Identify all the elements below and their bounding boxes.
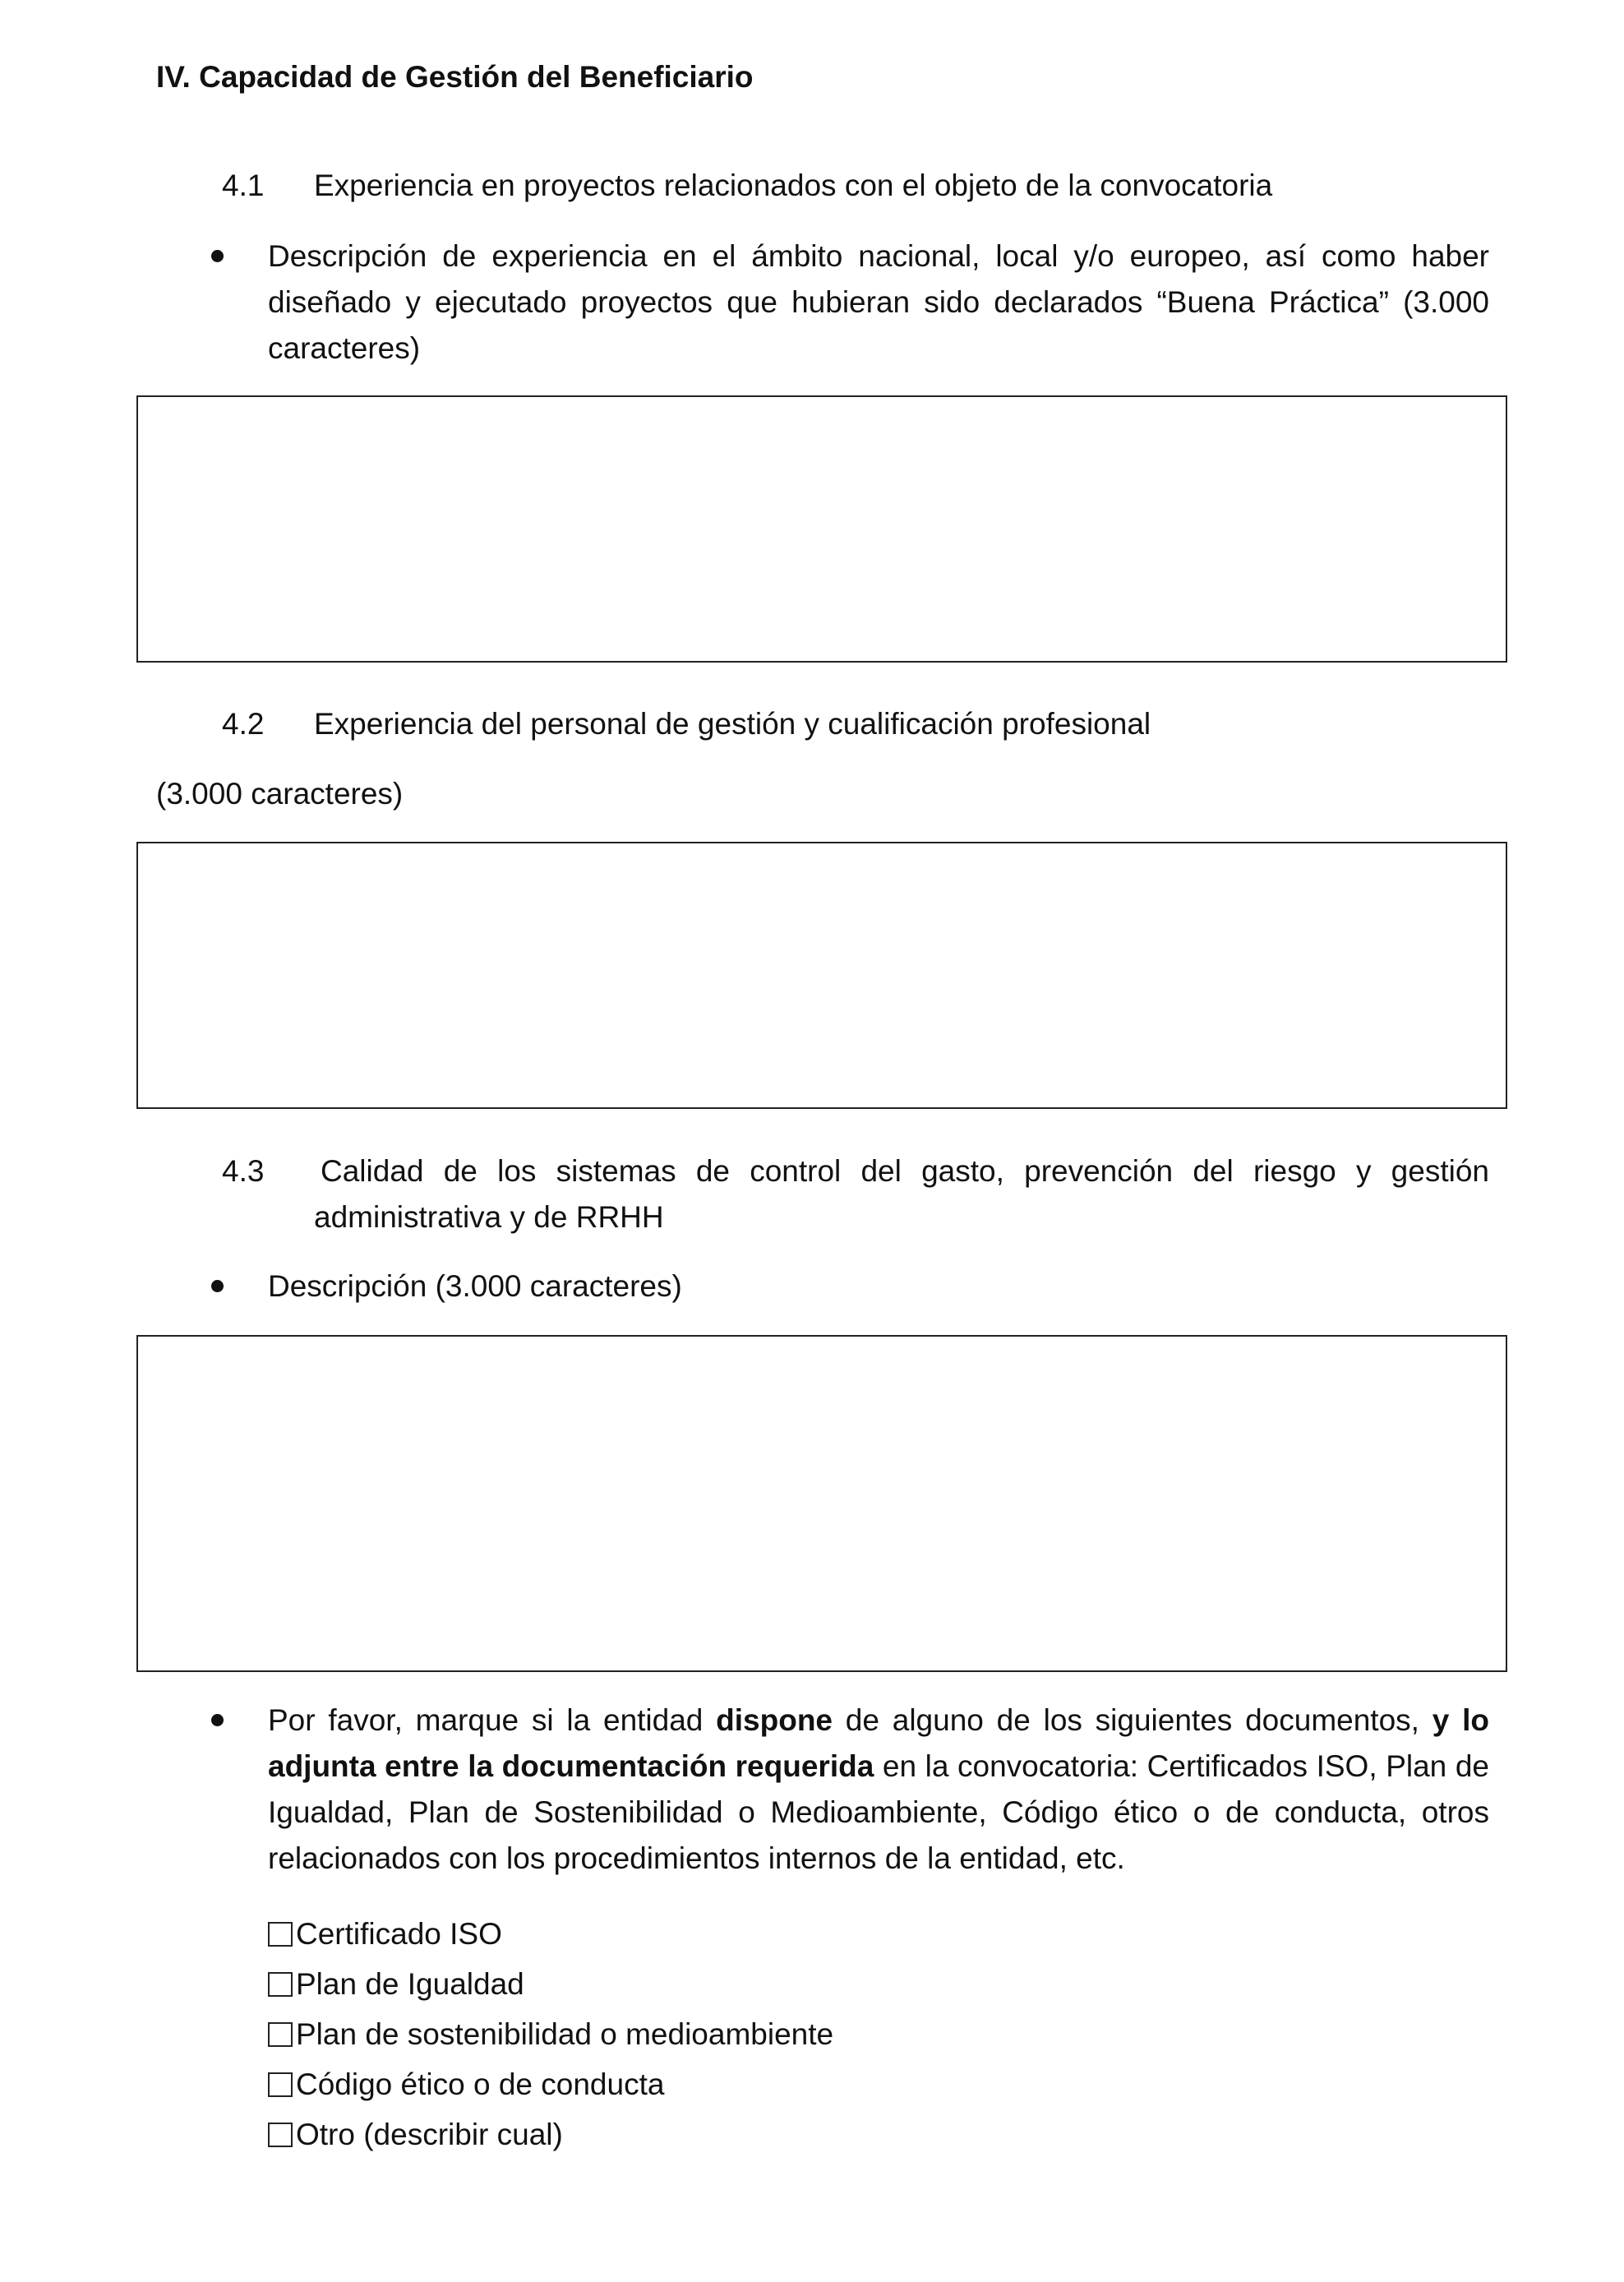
bullet-text-4-3: Descripción (3.000 caracteres) bbox=[268, 1269, 682, 1303]
checkbox[interactable] bbox=[268, 2022, 293, 2047]
option-codigo-etico[interactable] bbox=[268, 2062, 664, 2108]
option-label: Plan de sostenibilidad o medioambiente bbox=[296, 2017, 834, 2051]
option-plan-igualdad[interactable] bbox=[268, 1961, 524, 2007]
bullet-icon bbox=[211, 1714, 224, 1726]
checkbox[interactable] bbox=[268, 2123, 293, 2147]
option-label: Código ético o de conducta bbox=[296, 2067, 665, 2101]
documents-instruction: Por favor, marque si la entidad dispone de alguno de los siguientes documentos, y lo adjunta entre la documentación requerida en la convocatoria: Certificados ISO, Plan de Igualdad, Plan de Sostenibilidad o Medioambiente, Código ético o de conducta, otros relacionados con los procedimientos internos de la entidad, etc. bbox=[268, 1703, 1489, 1875]
answer-box-4-2[interactable] bbox=[136, 842, 1507, 1109]
checkbox[interactable] bbox=[268, 1922, 293, 1947]
subsection-title-4-2: Experiencia del personal de gestión y cualificación profesional bbox=[314, 707, 1151, 741]
option-otro[interactable] bbox=[268, 2112, 563, 2158]
answer-box-4-3[interactable] bbox=[136, 1335, 1507, 1672]
subsection-title-4-1: Experiencia en proyectos relacionados con el objeto de la convocatoria bbox=[314, 169, 1273, 202]
option-certificado-iso[interactable] bbox=[268, 1911, 502, 1957]
subsection-number-4-3: 4.3 bbox=[222, 1154, 265, 1188]
section-heading: IV. Capacidad de Gestión del Beneficiario bbox=[156, 60, 754, 94]
character-limit-note-4-2: (3.000 caracteres) bbox=[156, 777, 404, 811]
checkbox[interactable] bbox=[268, 1972, 293, 1997]
checkbox[interactable] bbox=[268, 2072, 293, 2097]
option-label: Plan de Igualdad bbox=[296, 1967, 524, 2001]
bullet-text-4-1: Descripción de experiencia en el ámbito nacional, local y/o europeo, así como haber diseñado y ejecutado proyectos que hubieran sido declarados “Buena Práctica” (3.000 caracteres) bbox=[268, 239, 1489, 365]
bullet-icon bbox=[211, 1280, 224, 1292]
option-label: Otro (describir cual) bbox=[296, 2118, 563, 2151]
subsection-number-4-2: 4.2 bbox=[222, 707, 265, 741]
option-plan-sostenibilidad[interactable] bbox=[268, 2012, 833, 2058]
option-label: Certificado ISO bbox=[296, 1917, 502, 1951]
answer-box-4-1[interactable] bbox=[136, 395, 1507, 663]
bullet-icon bbox=[211, 250, 224, 262]
subsection-title-4-3: Calidad de los sistemas de control del gasto, prevención del riesgo y gestión administrativa y de RRHH bbox=[314, 1154, 1489, 1234]
subsection-number-4-1: 4.1 bbox=[222, 169, 265, 202]
